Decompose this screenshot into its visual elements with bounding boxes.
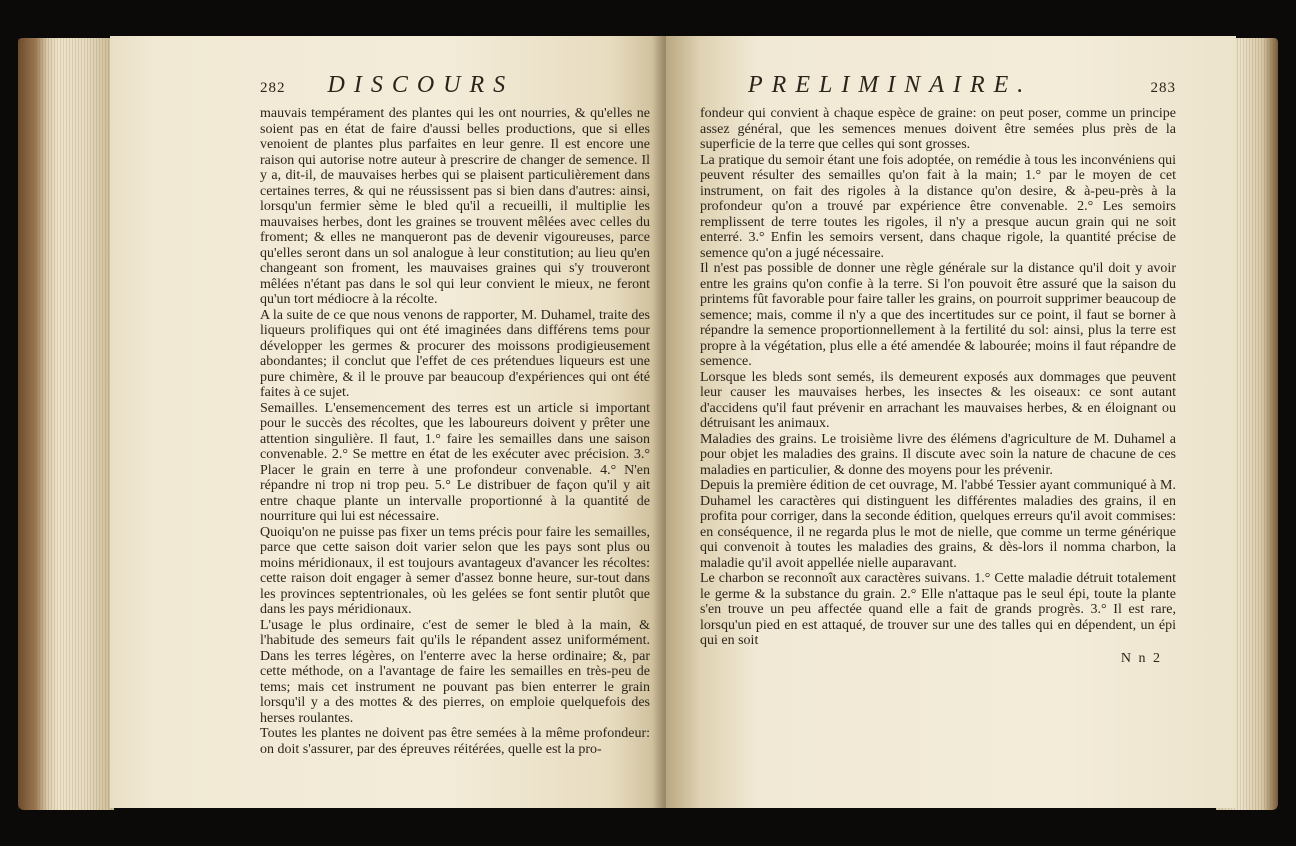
paragraph: mauvais tempérament des plantes qui les ont nourries, & qu'elles ne soient pas en état de faire d'aussi belles productions, que si elles venoient de plantes plus parfaites en leur genre. Il est encore une raison qui autorise notre auteur à prescrire de changer de semence. Il y a, dit-il, de mauvaises herbes qui se plaisent particulièrement dans certaines terres, & qui ne réussissent pas si bien dans d'autres: ainsi, lorsqu'un fermier sème le bled qu'il a recueilli, il multiplie les mauvaises herbes, dont les graines se trouvent mêlées avec celles du froment; & elles ne manqueront pas de devenir vigoureuses, parce qu'elles seront dans un sol analogue à leur constitution; au lieu qu'en changeant son froment, les mauvaises graines qui s'y trouveront mêlées n'étant pas dans le sol qui leur convient le mieux, ne feront qu'un tort médiocre à la récolte. [260,106,650,307]
right-running-head [700,72,1176,98]
left-running-head [260,72,650,98]
paragraph: fondeur qui convient à chaque espèce de graine: on peut poser, comme un principe assez général, que les semences menues doivent être semées plus près de la superficie de la terre que celles qui sont grosses. [700,106,1176,152]
left-page-edges [18,38,114,810]
paragraph: L'usage le plus ordinaire, c'est de semer le bled à la main, & l'habitude des semeurs fait qu'ils le répandent assez uniformément. Dans les terres légères, on l'enterre avec la herse ordinaire; &, par cette méthode, on a l'avantage de faire les semailles en très-peu de tems; mais cet instrument ne pouvant pas bien enterrer le grain lorsqu'il y a des mottes & des pierres, on emploie quelquefois des herses roulantes. [260,617,650,726]
signature-mark: N n 2 [1120,650,1162,666]
paragraph: A la suite de ce que nous venons de rapporter, M. Duhamel, traite des liqueurs prolifiques qui ont été imaginées dans différens tems pour développer les germes & procurer des moissons prodigieusement abondantes; il conclut que l'effet de ces prétendues liqueurs est une pure chimère, & il le prouve par beaucoup d'expériences qui ont été faites à ce sujet. [260,307,650,400]
right-page [666,36,1236,808]
paragraph: Il n'est pas possible de donner une règle générale sur la distance qu'il doit y avoir entre les grains qu'on confie à la terre. Si l'on pouvoit être assuré que la saison du printems fût favorable pour faire taller les grains, on pourroit supprimer beaucoup de semence; mais, comme il n'y a que des incertitudes sur ce point, il faut se borner à répandre la semence proportionnellement à la fertilité du sol: ainsi, plus la terre est propre à la végétation, plus elle a été amendée & labourée; moins il faut répandre de semence. [700,261,1176,369]
right-page-text [700,106,1176,649]
paragraph: Quoiqu'on ne puisse pas fixer un tems précis pour faire les semailles, parce que cette saison doit varier selon que les pays sont plus ou moins méridionaux, il est toujours avantageux d'avancer les récoltes: cette raison doit engager à semer d'assez bonne heure, sur-tout dans les provinces septentrionales, où les gelées se font sentir plutôt que dans les pays méridionaux. [260,524,650,617]
paragraph: Le charbon se reconnoît aux caractères suivans. 1.° Cette maladie détruit totalement le germe & la substance du grain. 2.° Elle n'attaque pas le seul épi, toute la plante s'en trouve un peu affectée quand elle a fait de grands progrès. 3.° Il est rare, lorsqu'un pied en est attaqué, de trouver sur une des talles qui en dépendent, un épi qui en soit [700,571,1176,648]
page-number-right: 283 [1150,80,1176,96]
running-title-left: DISCOURS [327,72,515,98]
paragraph: Maladies des grains. Le troisième livre des élémens d'agriculture de M. Duhamel a pour objet les maladies des grains. Il discute avec soin la nature de chacune de ces maladies en particulier, & donne des moyens pour les prévenir. [700,431,1176,478]
paragraph: Semailles. L'ensemencement des terres est un article si important pour le succès des récoltes, que les laboureurs doivent y prêter une attention singulière. Il faut, 1.° faire les semailles dans une saison convenable. 2.° Se mettre en état de les exécuter avec précision. 3.° Placer le grain en terre à une profondeur convenable. 4.° N'en répandre ni trop ni trop peu. 5.° Le distribuer de façon qu'il y ait entre chaque plante un intervalle proportionné à la quantité de nourriture qui lui est nécessaire. [260,400,650,524]
running-title-right: PRELIMINAIRE. [748,72,1033,98]
paragraph: La pratique du semoir étant une fois adoptée, on remédie à tous les inconvéniens qui peuvent résulter des semailles qu'on fait à la main; 1.° par le moyen de cet instrument, on fait des rigoles à la distance qu'on desire, & à-peu-près à la profondeur qu'on a trouvé par expérience être convenable. 2.° Les semoirs remplissent de terre toutes les rigoles, il n'y a presque aucun grain qui ne soit enterré. 3.° Enfin les semoirs versent, dans chaque rigole, la quantité précise de semence qu'on a jugé nécessaire. [700,152,1176,261]
left-page-text [260,106,650,757]
paragraph: Toutes les plantes ne doivent pas être semées à la même profondeur: on doit s'assurer, par des épreuves réitérées, quelle est la pro- [260,726,650,757]
left-page [110,36,666,808]
paragraph: Lorsque les bleds sont semés, ils demeurent exposés aux dommages que peuvent leur causer les mauvaises herbes, les insectes & les oiseaux: ce sont autant d'accidens qu'il faut prévenir en arrachant les mauvaises herbes, & en éloignant ou détruisant les animaux. [700,369,1176,431]
paragraph: Depuis la première édition de cet ouvrage, M. l'abbé Tessier ayant communiqué à M. Duhamel les caractères qui distinguent les différentes maladies des grains, il en profita pour corriger, dans la seconde édition, quelques erreurs qu'il avoit commises: en conséquence, il ne regarda plus le mot de nielle, que comme un terme générique qui convenoit à toutes les maladies des grains, & dès-lors il nomma charbon, la maladie qu'il avoit appellée nielle auparavant. [700,478,1176,571]
page-number-left: 282 [260,80,286,96]
